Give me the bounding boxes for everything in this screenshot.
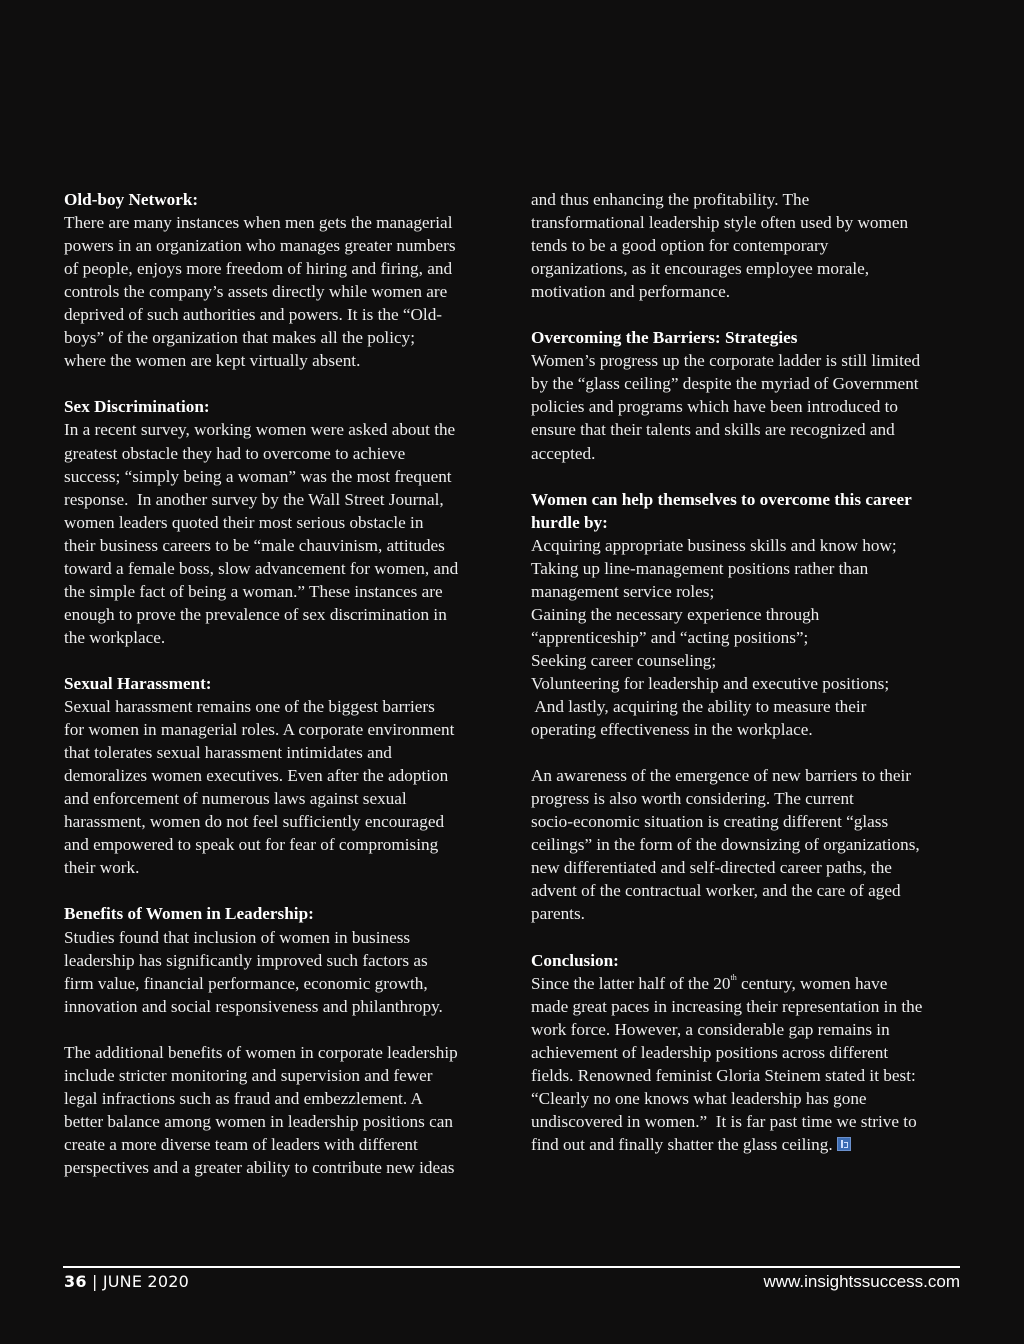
text-line: ensure that their talents and skills are recognized and xyxy=(531,420,895,440)
text-line: boys” of the organization that makes all the policy; xyxy=(64,328,415,348)
text-line: policies and programs which have been introduced to xyxy=(531,397,899,417)
sex-discrimination-paragraph xyxy=(64,418,504,648)
paragraph-gap xyxy=(531,741,971,764)
footer-page-info xyxy=(64,1272,189,1291)
text-line: for women in managerial roles. A corporate environment xyxy=(64,720,455,740)
conclusion-text-pre: Since the latter half of the 20 xyxy=(531,973,731,993)
issue-date: JUNE 2020 xyxy=(102,1272,189,1291)
text-line: legal infractions such as fraud and embezzlement. A xyxy=(64,1088,423,1108)
text-line: enough to prove the prevalence of sex discrimination in xyxy=(64,604,447,624)
paragraph-gap xyxy=(64,879,504,902)
old-boy-network-paragraph xyxy=(64,211,504,372)
list-item: Gaining the necessary experience through xyxy=(531,604,820,624)
footer-separator: | xyxy=(86,1272,103,1291)
text-line: and empowered to speak out for fear of compromising xyxy=(64,835,439,855)
text-line: toward a female boss, slow advancement for women, and xyxy=(64,558,459,578)
list-item: Seeking career counseling; xyxy=(531,650,717,670)
text-line: create a more diverse team of leaders with different xyxy=(64,1134,418,1154)
conclusion-text-post: century, women have xyxy=(736,973,888,993)
text-line: where the women are kept virtually absent. xyxy=(64,351,361,371)
section-heading-sex-discrimination: Sex Discrimination: xyxy=(64,397,210,417)
continuation-paragraph xyxy=(531,188,971,303)
text-line: Women’s progress up the corporate ladder is still limited xyxy=(531,351,921,371)
text-line: better balance among women in leadership positions can xyxy=(64,1111,453,1131)
text-line: achievement of leadership positions across different xyxy=(531,1042,889,1062)
text-line: organizations, as it encourages employee morale, xyxy=(531,259,870,279)
text-line: transformational leadership style often used by women xyxy=(531,213,909,233)
text-line: An awareness of the emergence of new barriers to their xyxy=(531,766,912,786)
text-line: Sexual harassment remains one of the biggest barriers xyxy=(64,697,435,717)
text-line: “Clearly no one knows what leadership has gone xyxy=(531,1088,867,1108)
text-line: the simple fact of being a woman.” These instances are xyxy=(64,581,443,601)
text-line: response. In another survey by the Wall Street Journal, xyxy=(64,489,444,509)
section-heading-old-boy-network: Old-boy Network: xyxy=(64,190,199,209)
sexual-harassment-paragraph xyxy=(64,695,504,879)
text-line: new differentiated and self-directed career paths, the xyxy=(531,858,892,878)
text-line: powers in an organization who manages greater numbers xyxy=(64,236,456,256)
paragraph-gap xyxy=(531,926,971,949)
text-line: perspectives and a greater ability to contribute new ideas xyxy=(64,1157,455,1177)
paragraph-gap xyxy=(64,372,504,395)
text-line: harassment, women do not feel sufficiently encouraged xyxy=(64,812,445,832)
text-line: accepted. xyxy=(531,443,596,463)
benefits-paragraph-1 xyxy=(64,926,504,1018)
text-line: demoralizes women executives. Even after the adoption xyxy=(64,766,449,786)
page-number: 36 xyxy=(64,1272,87,1291)
list-item: “apprenticeship” and “acting positions”; xyxy=(531,627,809,647)
text-line: ceilings” in the form of the downsizing of organizations, xyxy=(531,835,920,855)
text-line: the workplace. xyxy=(64,627,166,647)
text-line: include stricter monitoring and supervision and fewer xyxy=(64,1065,433,1085)
right-column xyxy=(531,188,971,1156)
text-line: of people, enjoys more freedom of hiring and firing, and xyxy=(64,259,453,279)
paragraph-gap xyxy=(64,1018,504,1041)
text-line: and enforcement of numerous laws against sexual xyxy=(64,789,407,809)
section-heading-conclusion: Conclusion: xyxy=(531,950,619,970)
strategies-paragraph xyxy=(531,349,971,464)
insights-success-logo-icon xyxy=(837,1137,851,1151)
text-line: work force. However, a considerable gap remains in xyxy=(531,1019,890,1039)
list-item: Taking up line-management positions rather than xyxy=(531,558,869,578)
paragraph-gap xyxy=(64,649,504,672)
section-heading-self-help-cont: hurdle by: xyxy=(531,512,608,532)
conclusion-last-line: find out and finally shatter the glass ceiling. xyxy=(531,1134,833,1154)
text-line: progress is also worth considering. The current xyxy=(531,789,854,809)
text-line: The additional benefits of women in corporate leadership xyxy=(64,1042,458,1062)
text-line: leadership has significantly improved such factors as xyxy=(64,950,428,970)
text-line: controls the company’s assets directly while women are xyxy=(64,282,448,302)
text-line: made great paces in increasing their representation in the xyxy=(531,996,923,1016)
section-heading-benefits: Benefits of Women in Leadership: xyxy=(64,904,314,924)
text-line: greatest obstacle they had to overcome to achieve xyxy=(64,443,406,463)
list-item: Volunteering for leadership and executive positions; xyxy=(531,673,890,693)
ordinal-superscript: th xyxy=(730,972,737,982)
text-line: In a recent survey, working women were asked about the xyxy=(64,420,456,440)
text-line: their business careers to be “male chauvinism, attitudes xyxy=(64,535,445,555)
section-heading-sexual-harassment: Sexual Harassment: xyxy=(64,673,212,693)
list-item: management service roles; xyxy=(531,581,715,601)
list-item: Acquiring appropriate business skills and know how; xyxy=(531,535,897,555)
section-heading-self-help: Women can help themselves to overcome this career xyxy=(531,489,912,509)
text-line: Studies found that inclusion of women in business xyxy=(64,927,411,947)
text-line: and thus enhancing the profitability. The xyxy=(531,190,810,209)
text-line: by the “glass ceiling” despite the myriad of Government xyxy=(531,374,919,394)
self-help-list xyxy=(531,534,971,741)
list-item: And lastly, acquiring the ability to measure their xyxy=(531,697,867,717)
text-line xyxy=(531,1133,971,1156)
text-line: parents. xyxy=(531,904,585,924)
footer-website: www.insightssuccess.com xyxy=(763,1272,960,1291)
text-line: fields. Renowned feminist Gloria Steinem stated it best: xyxy=(531,1065,916,1085)
text-line: motivation and performance. xyxy=(531,282,731,302)
text-line: There are many instances when men gets the managerial xyxy=(64,213,453,233)
text-line: socio-economic situation is creating different “glass xyxy=(531,812,889,832)
benefits-paragraph-2 xyxy=(64,1041,504,1179)
paragraph-gap xyxy=(531,465,971,488)
paragraph-gap xyxy=(531,303,971,326)
text-line: innovation and social responsiveness and philanthropy. xyxy=(64,996,443,1016)
text-line: women leaders quoted their most serious obstacle in xyxy=(64,512,424,532)
list-item: operating effectiveness in the workplace. xyxy=(531,720,813,740)
left-column xyxy=(64,188,504,1179)
text-line: firm value, financial performance, economic growth, xyxy=(64,973,428,993)
text-line: that tolerates sexual harassment intimidates and xyxy=(64,743,392,763)
text-line: advent of the contractual worker, and the care of aged xyxy=(531,881,901,901)
text-line: undiscovered in women.” It is far past time we strive to xyxy=(531,1111,917,1131)
section-heading-strategies: Overcoming the Barriers: Strategies xyxy=(531,328,798,348)
text-line: tends to be a good option for contemporary xyxy=(531,236,829,256)
text-line: deprived of such authorities and powers. It is the “Old- xyxy=(64,305,443,325)
text-line xyxy=(531,972,971,995)
text-line: their work. xyxy=(64,858,140,878)
awareness-paragraph xyxy=(531,764,971,925)
conclusion-paragraph xyxy=(531,972,971,1156)
text-line: success; “simply being a woman” was the most frequent xyxy=(64,466,452,486)
footer-divider xyxy=(63,1266,960,1268)
